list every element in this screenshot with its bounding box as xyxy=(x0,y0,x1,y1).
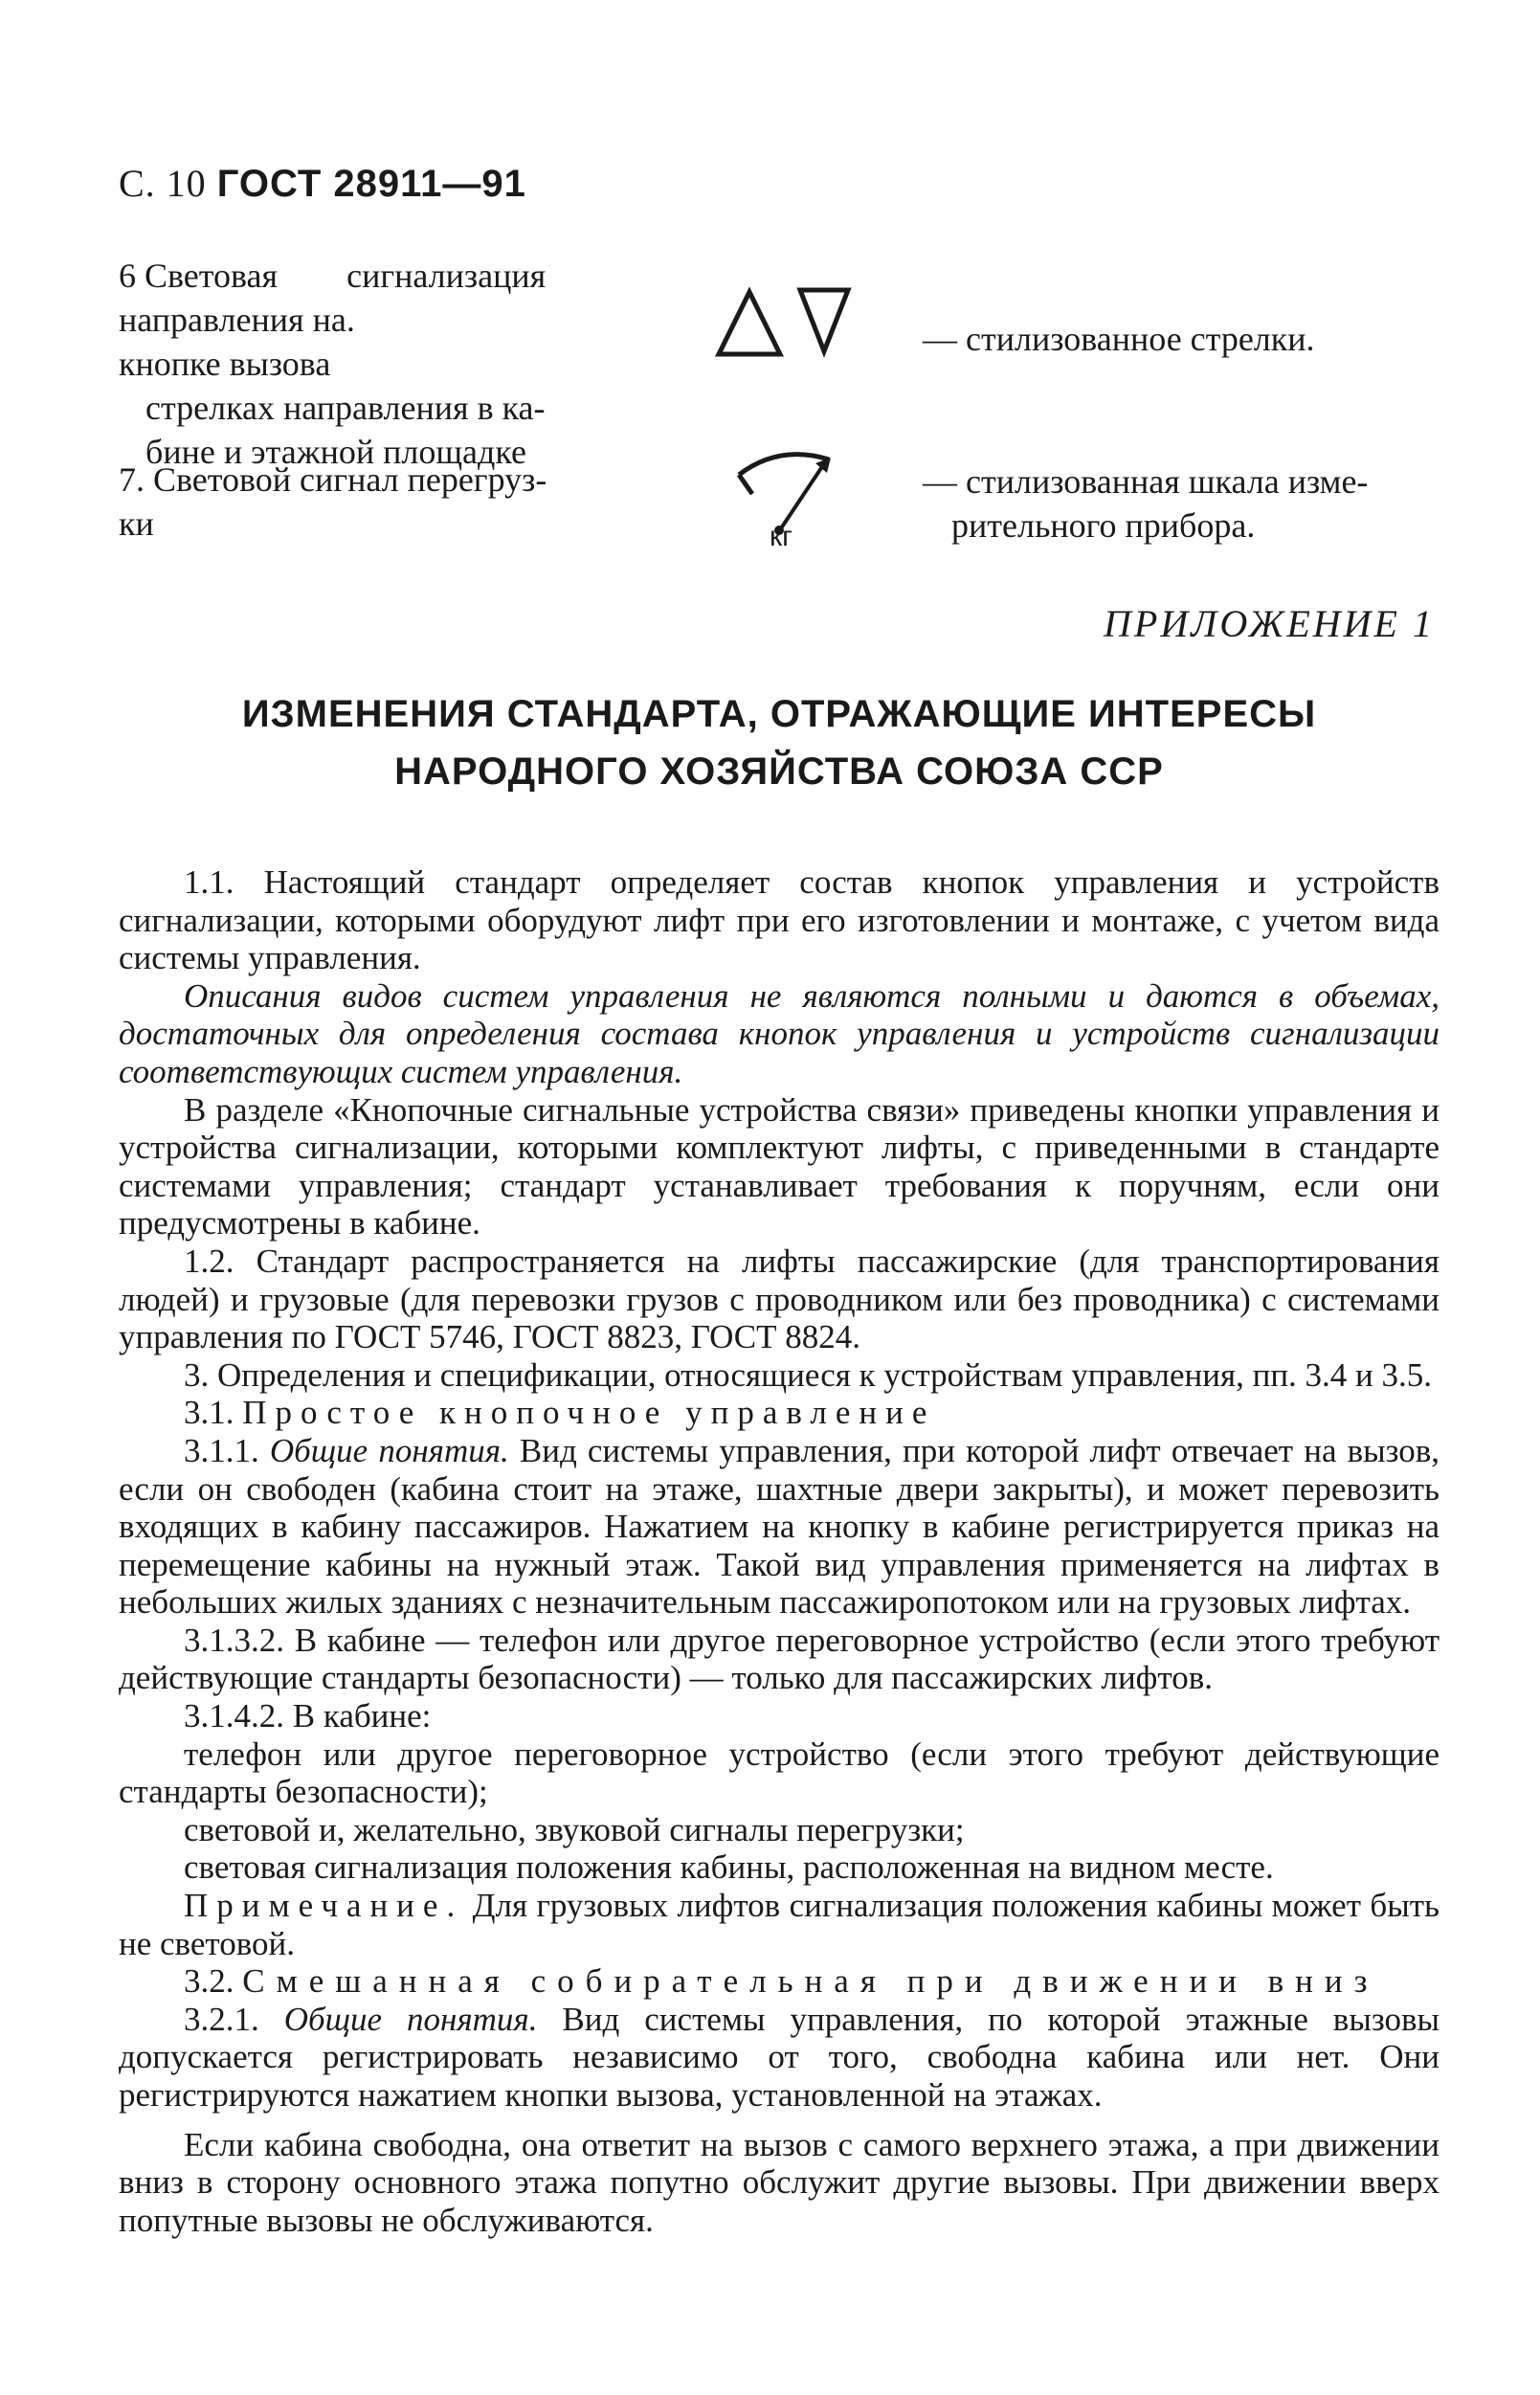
signal-description-6: — стилизованное стрелки. xyxy=(923,320,1315,358)
page-header xyxy=(119,161,526,206)
signal-label-line: ки xyxy=(119,504,154,543)
list-item: световой и, желательно, звуковой сигналы перегрузки; xyxy=(184,1810,965,1848)
signal-description-line: рительного прибора. xyxy=(951,506,1256,545)
signal-label-line: кнопке вызова xyxy=(119,345,331,383)
signal-label-7 xyxy=(119,458,655,546)
section-title-line: ИЗМЕНЕНИЯ СТАНДАРТА, ОТРАЖАЮЩИЕ ИНТЕРЕСЫ xyxy=(241,693,1317,735)
signal-label-line: 6 Световая сигнализация xyxy=(119,257,547,295)
paragraph: 3.1.4.2. В кабине: xyxy=(184,1697,432,1735)
clause-text: Вид системы управления, при которой лифт отвечает на вызов, если он свободен (кабина стоит на этаже, шахтные двери закрыты), и может перевозить входящих в кабину пассажиров. Нажатием на кнопку в кабине регистрируется приказ на перемещение кабины на нужный этаж. Такой вид управления применяется на лифтах в небольших жилых зданиях с незначительным пассажиропотоком или на грузовых лифтах. xyxy=(119,1431,1440,1622)
subsection-heading xyxy=(119,1394,1440,1432)
paragraph: 3. Определения и спецификации, относящиеся к устройствам управления, пп. 3.4 и 3.5. xyxy=(184,1355,1433,1394)
signal-label-line: 7. Световой сигнал перегруз- xyxy=(119,460,547,499)
subsection-title: Смешанная собирательная при движении вниз xyxy=(242,1962,1379,2001)
subsection-title: Простое кнопочное управление xyxy=(242,1394,936,1432)
up-down-triangle-icon xyxy=(714,282,858,379)
list-item: телефон или другое переговорное устройство (если этого требуют действующие стандарты безопасности); xyxy=(119,1735,1440,1811)
page-number: С. 10 xyxy=(119,162,207,205)
paragraph: Если кабина свободна, она ответит на вызов с самого верхнего этажа, а при движении вниз в сторону основного этажа попутно обслужит другие вызовы. При движении вверх попутные вызовы не обслуживаются. xyxy=(119,2125,1440,2239)
subsection-number: 3.2. xyxy=(184,1962,234,2001)
section-title-line: НАРОДНОГО ХОЗЯЙСТВА СОЮЗА ССР xyxy=(394,750,1164,793)
paragraph xyxy=(119,2001,1440,2115)
clause-text: Вид системы управления, по которой этажные вызовы допускается регистрировать независимо от того, свободна кабина или нет. Они регистрируются нажатием кнопки вызова, установленной на этажах. xyxy=(119,2000,1440,2114)
standard-code: ГОСТ 28911—91 xyxy=(216,163,526,205)
paragraph-text: Описания видов систем управления не являются полными и даются в объемах, достаточных для определения состава кнопок управления и устройств сигнализации соответствующих систем управления. xyxy=(119,976,1440,1090)
signal-description-line: — стилизованная шкала изме- xyxy=(923,462,1369,501)
clause-term: Общие понятия. xyxy=(269,1431,509,1469)
paragraph xyxy=(119,977,1440,1091)
paragraph: 1.1. Настоящий стандарт определяет состав кнопок управления и устройств сигнализации, которыми оборудуют лифт при его изготовлении и монтаже, с учетом вида системы управления. xyxy=(119,863,1440,977)
gauge-caption: кг xyxy=(770,521,793,552)
appendix-label: ПРИЛОЖЕНИЕ 1 xyxy=(1104,602,1435,645)
clause-number: 3.1.1. xyxy=(184,1431,259,1469)
paragraph: 3.1.3.2. В кабине — телефон или другое переговорное устройство (если этого требуют действующие стандарты безопасности) — только для пассажирских лифтов. xyxy=(119,1621,1440,1697)
note-text: Для грузовых лифтов сигнализация положения кабины может быть не световой. xyxy=(119,1887,1440,1962)
list-item: световая сигнализация положения кабины, расположенная на видном месте. xyxy=(184,1848,1274,1887)
clause-number: 3.2.1. xyxy=(184,2000,259,2038)
paragraph: 1.2. Стандарт распространяется на лифты пассажирские (для транспортирования людей) и грузовые (для перевозки грузов с проводником или без проводника) с системами управления по ГОСТ 5746, ГОСТ 8823, ГОСТ 8824. xyxy=(119,1242,1440,1356)
signal-description-7 xyxy=(923,459,1540,548)
note xyxy=(119,1887,1440,1962)
note-label: Примечание. xyxy=(184,1887,464,1925)
subsection-heading xyxy=(119,1962,1440,2001)
signal-label-line: бине и этажной площадке xyxy=(145,433,526,471)
section-title xyxy=(119,685,1440,800)
gauge-scale-icon xyxy=(731,436,865,552)
paragraph: В разделе «Кнопочные сигнальные устройства связи» приведены кнопки управления и устройства сигнализации, которыми комплектуют лифты, с приведенными в стандарте системами управления; стандарт устанавливает требования к поручням, если они предусмотрены в кабине. xyxy=(119,1090,1440,1242)
paragraph xyxy=(119,1432,1440,1622)
subsection-number: 3.1. xyxy=(184,1394,234,1432)
signal-label-6 xyxy=(119,254,655,474)
signal-label-line: направления на. xyxy=(119,301,355,339)
clause-term: Общие понятия. xyxy=(283,2000,538,2038)
signal-label-line: стрелках направления в ка- xyxy=(145,389,546,427)
body-text xyxy=(119,863,1440,2239)
